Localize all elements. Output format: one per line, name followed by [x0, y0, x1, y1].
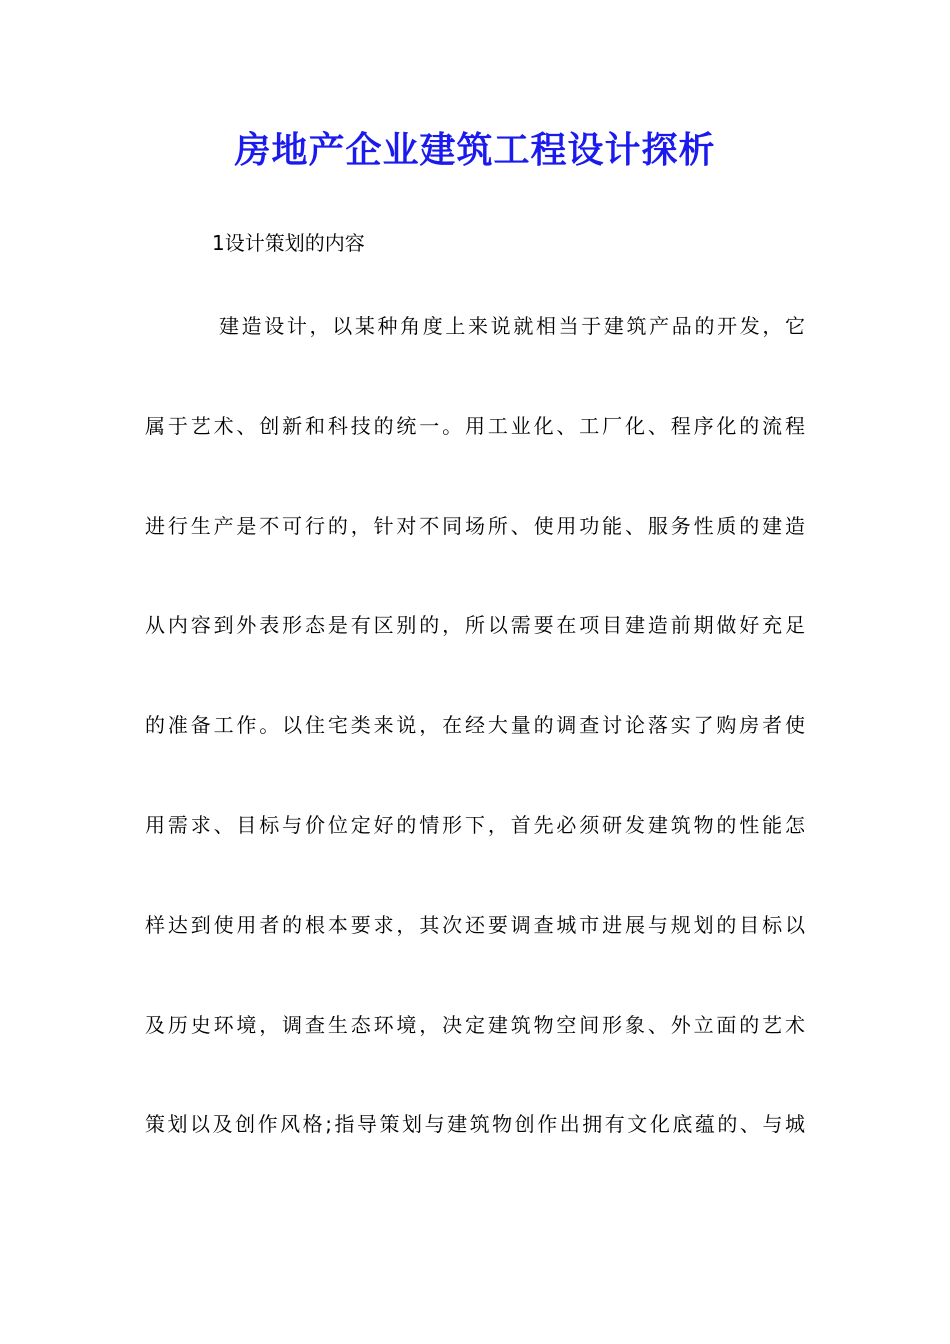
paragraph-line: 建造设计，以某种角度上来说就相当于建筑产品的开发，它: [219, 314, 805, 338]
paragraph-line: 属于艺术、创新和科技的统一。用工业化、工厂化、程序化的流程: [145, 413, 805, 438]
paragraph-line: 的准备工作。以住宅类来说，在经大量的调查讨论落实了购房者使: [145, 713, 805, 738]
paragraph-line: 从内容到外表形态是有区别的，所以需要在项目建造前期做好充足: [145, 613, 805, 638]
paragraph-line: 及历史环境，调查生态环境，决定建筑物空间形象、外立面的艺术: [145, 1012, 805, 1037]
paragraph-line: 进行生产是不可行的，针对不同场所、使用功能、服务性质的建造: [145, 513, 805, 538]
paragraph-line: 用需求、目标与价位定好的情形下，首先必须研发建筑物的性能怎: [145, 812, 805, 837]
section-heading: 1设计策划的内容: [212, 231, 365, 255]
body-paragraph: [145, 306, 805, 1204]
paragraph-line: 策划以及创作风格;指导策划与建筑物创作出拥有文化底蕴的、与城: [145, 1112, 805, 1137]
paragraph-line: 样达到使用者的根本要求，其次还要调查城市进展与规划的目标以: [145, 912, 805, 937]
document-title: 房地产企业建筑工程设计探析: [234, 129, 716, 171]
